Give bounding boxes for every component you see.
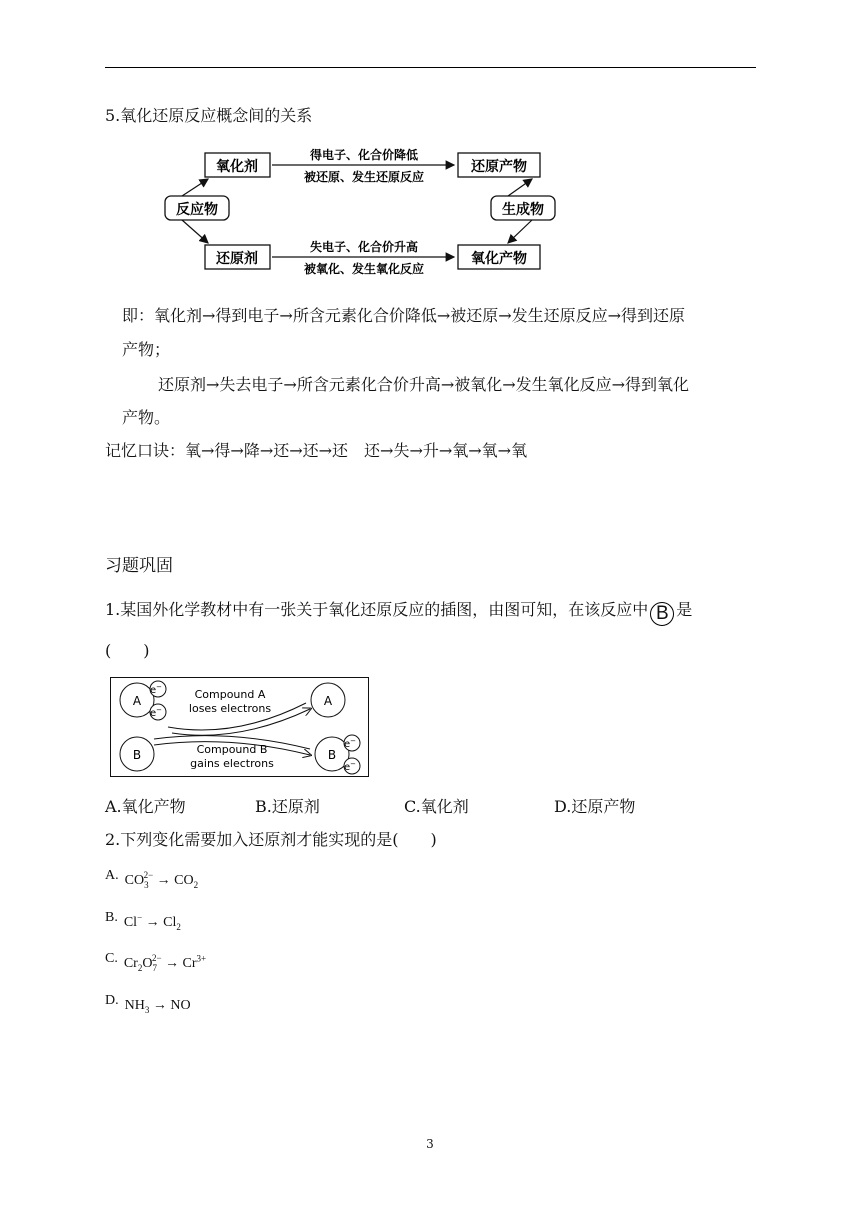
q2-stem: 2.下列变化需要加入还原剂才能实现的是( )	[105, 830, 437, 849]
top-arrow-line1: 得电子、化合价降低	[309, 148, 419, 162]
oxidant-label: 氧化剂	[216, 159, 258, 175]
electron-1: e−	[149, 683, 163, 696]
page-number: 3	[426, 1137, 434, 1151]
compound-a-line2: loses electrons	[188, 702, 272, 715]
q1-stem	[105, 600, 692, 626]
atom-a-left: A	[132, 694, 142, 708]
oxidation-product-label: 氧化产物	[471, 251, 527, 267]
atom-a-right: A	[323, 694, 333, 708]
section-title: 5.氧化还原反应概念间的关系	[105, 106, 313, 125]
q1-option-c[interactable]: C.氧化剂	[404, 797, 469, 816]
product-label: 生成物	[502, 202, 544, 218]
redox-concept-diagram	[160, 145, 570, 277]
bottom-arrow-line1: 失电子、化合价升高	[309, 240, 419, 254]
atom-b-right: B	[327, 748, 337, 762]
explain-line-1-cont: 产物；	[122, 340, 171, 359]
electron-2: e−	[149, 706, 163, 719]
bottom-arrow-line2: 被氧化、发生氧化反应	[303, 262, 425, 276]
q2-option-a[interactable]: A. $CO_3^{2-} \to CO_2$	[105, 868, 199, 890]
q2-label-b: B.	[105, 910, 118, 925]
circled-b: B	[650, 602, 674, 626]
q1-option-a[interactable]: A.氧化产物	[105, 797, 186, 816]
electron-4: e−	[343, 760, 357, 773]
q1-paren: ( )	[105, 641, 150, 660]
q2-option-b[interactable]: B. $Cl^- \to Cl_2$	[105, 910, 181, 932]
q1-option-b[interactable]: B.还原剂	[255, 797, 320, 816]
q2-label-c: C.	[105, 951, 118, 966]
electron-3: e−	[343, 737, 357, 750]
q1-text: 1.某国外化学教材中有一张关于氧化还原反应的插图，由图可知，在该反应中	[105, 600, 649, 619]
reduction-product-label: 还原产物	[471, 159, 527, 175]
q2-option-d[interactable]: D. $NH_3$ → NO	[105, 993, 191, 1015]
header-rule	[105, 67, 756, 68]
compound-a-line1: Compound A	[194, 688, 266, 701]
explain-line-2: 还原剂→失去电子→所含元素化合价升高→被氧化→发生氧化反应→得到氧化	[158, 375, 690, 394]
compound-b-line2: gains electrons	[190, 757, 274, 770]
compound-b-line1: Compound B	[196, 743, 268, 756]
explain-line-1: 即：氧化剂→得到电子→所含元素化合价降低→被还原→发生还原反应→得到还原	[122, 306, 686, 325]
q2-option-c[interactable]: C. $Cr_2O_7^{2-} \to Cr^{3+}$	[105, 951, 207, 973]
explain-line-2-cont: 产物。	[122, 408, 171, 427]
reactant-label: 反应物	[176, 202, 218, 218]
atom-b-left: B	[132, 748, 142, 762]
q1-option-d[interactable]: D.还原产物	[554, 797, 636, 816]
q2-label-d: D.	[105, 993, 119, 1008]
q1-figure	[110, 677, 370, 778]
q1-text-after: 是	[676, 600, 693, 619]
exercises-heading: 习题巩固	[105, 556, 173, 576]
q2-label-a: A.	[105, 868, 119, 883]
reductant-label: 还原剂	[216, 251, 258, 267]
top-arrow-line2: 被还原、发生还原反应	[303, 170, 425, 184]
mnemonic: 记忆口诀：氧→得→降→还→还→还 还→失→升→氧→氧→氧	[105, 441, 528, 460]
